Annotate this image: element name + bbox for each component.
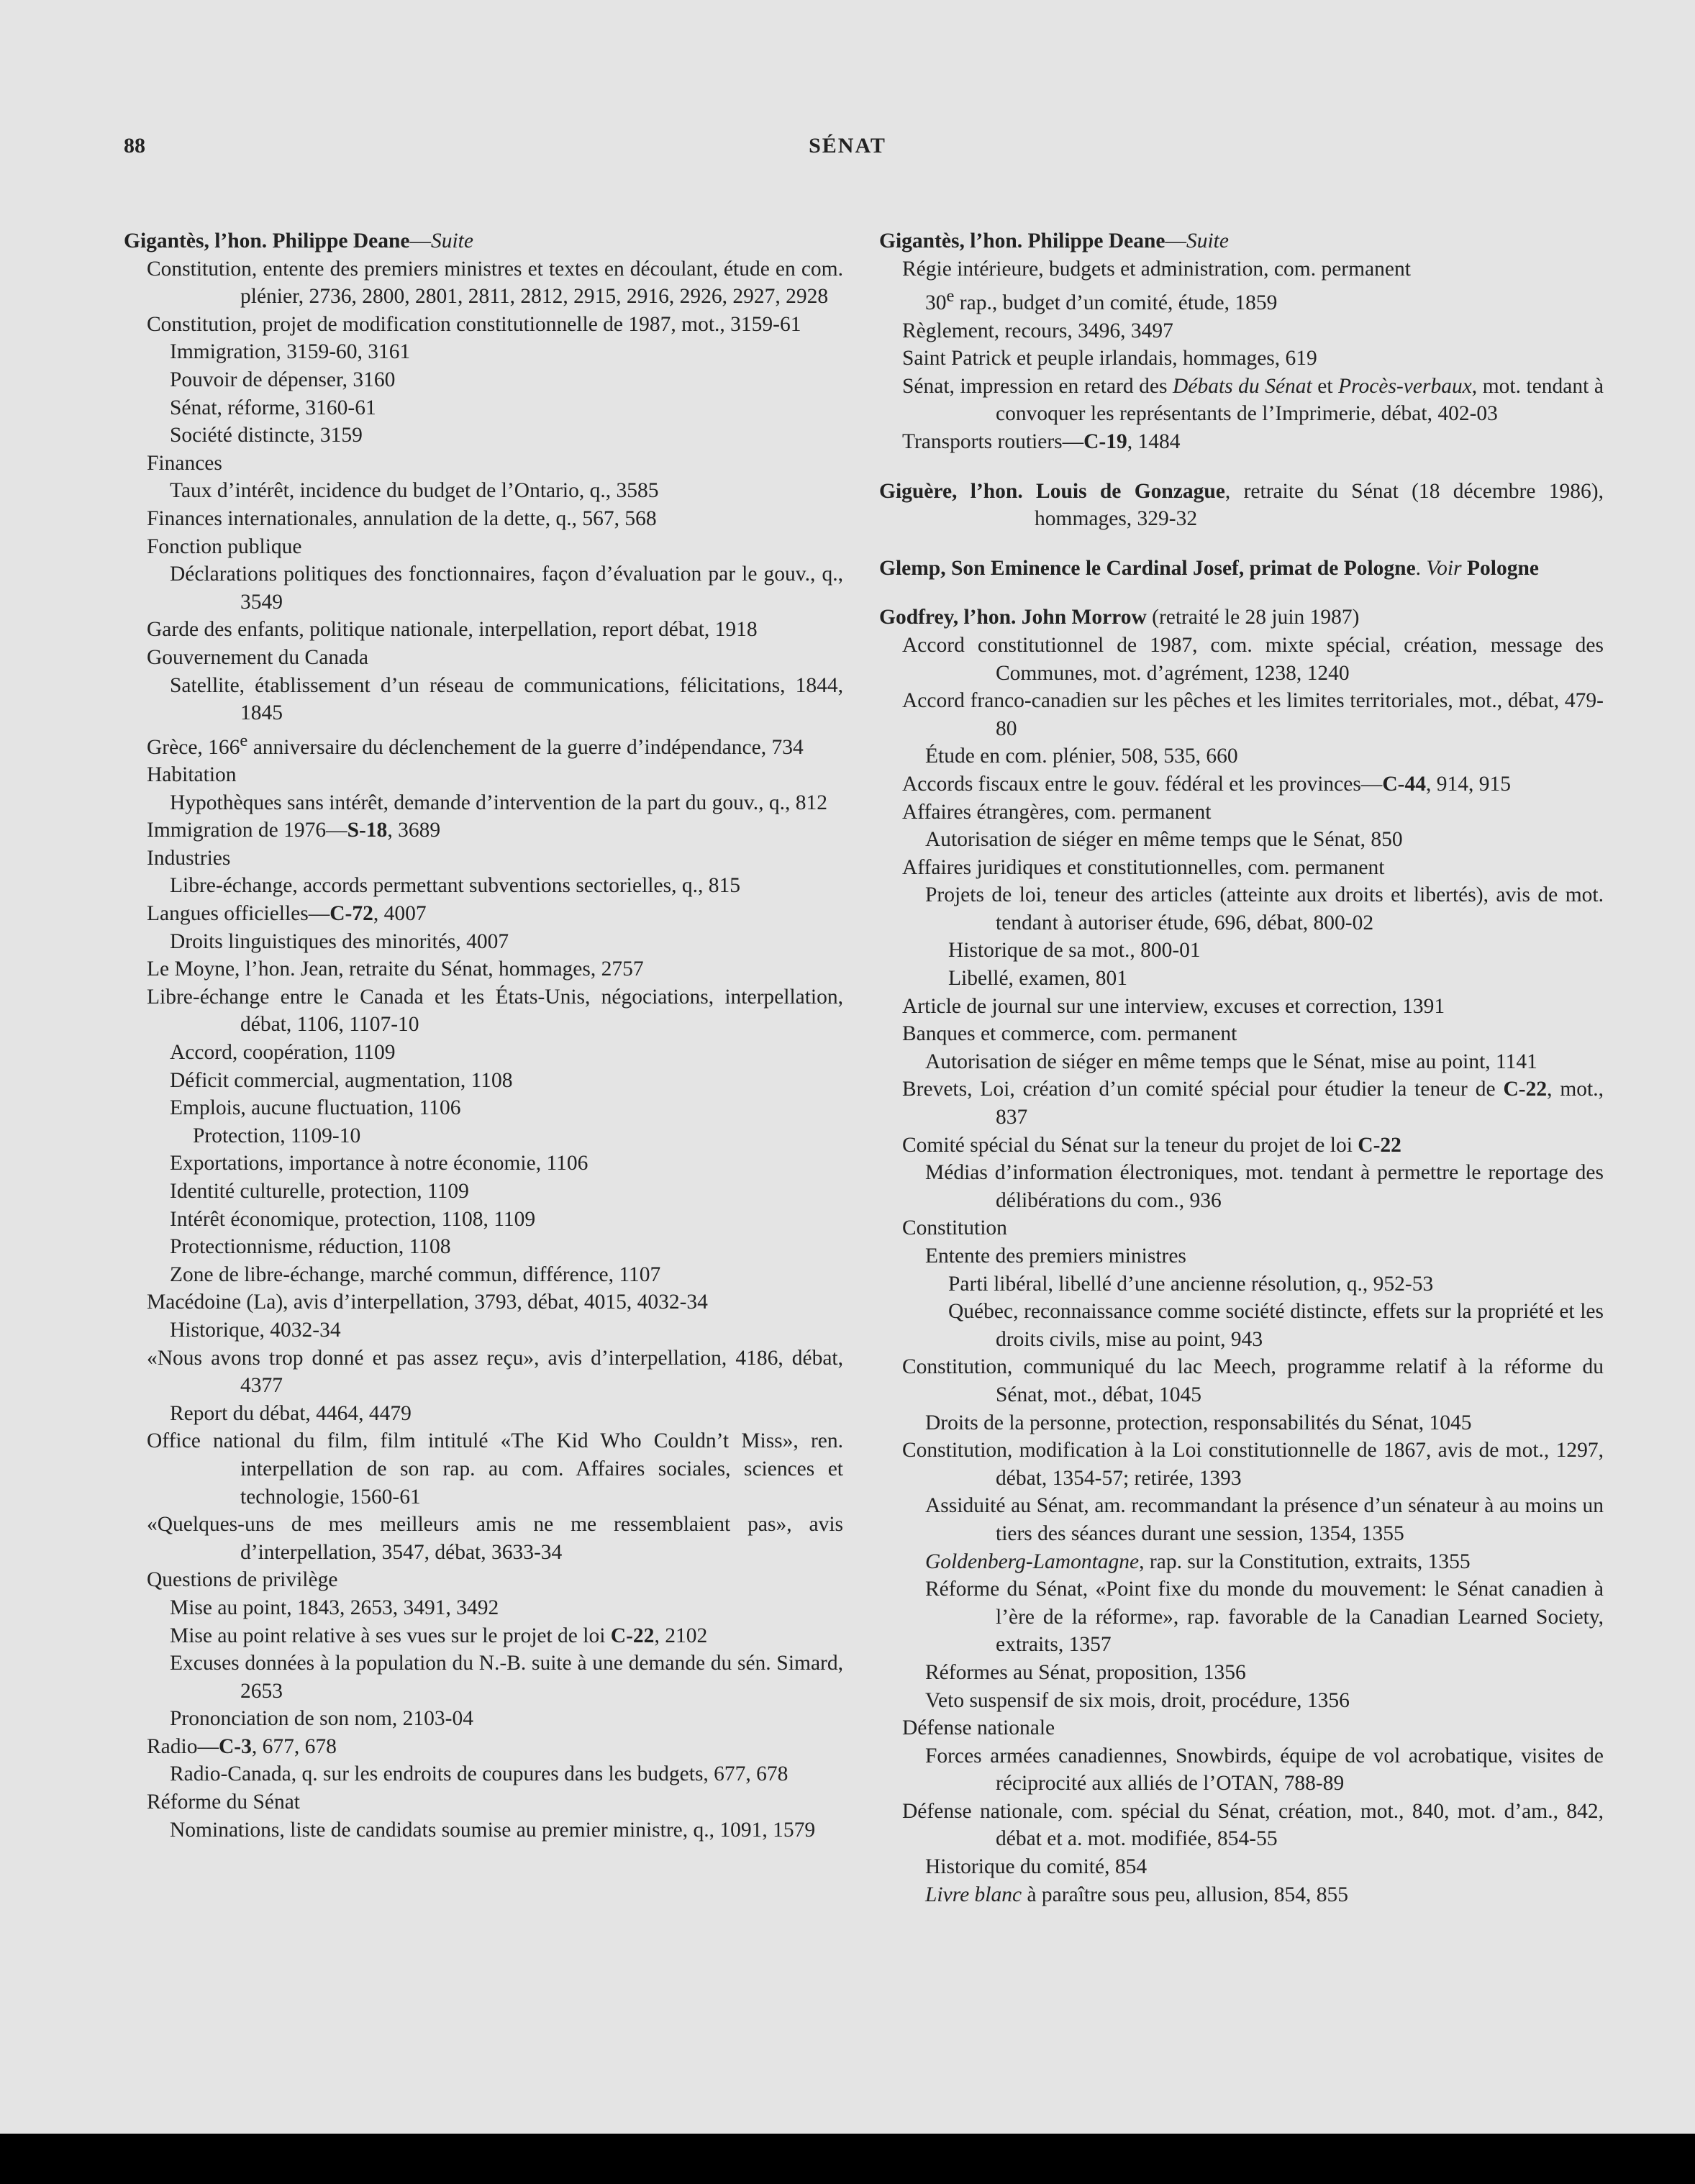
- index-entry: Sénat, impression en retard des Débats du Sénat et Procès-verbaux, mot. tendant à convoquer les représentants de l’Imprimerie, débat, 402-03: [902, 374, 1604, 426]
- index-entry: Excuses données à la population du N.-B. suite à une demande du sén. Simard, 2653: [170, 1652, 843, 1703]
- index-entry: Constitution: [902, 1216, 1007, 1240]
- index-entry: Comité spécial du Sénat sur la teneur du projet de loi C-22: [902, 1133, 1401, 1157]
- index-entry: Constitution, communiqué du lac Meech, programme relatif à la réforme du Sénat, mot., débat, 1045: [902, 1355, 1604, 1406]
- index-entry: Constitution, entente des premiers ministres et textes en découlant, étude en com. plénier, 2736, 2800, 2801, 2811, 2812, 2915, 2916, 2926, 2927, 2928: [147, 257, 843, 309]
- index-entry: Radio—C-3, 677, 678: [147, 1734, 337, 1758]
- index-entry: Historique de sa mot., 800-01: [948, 939, 1201, 963]
- index-entry: Pouvoir de dépenser, 3160: [170, 368, 396, 391]
- index-entry: Libre-échange, accords permettant subventions sectorielles, q., 815: [170, 874, 740, 898]
- index-entry: Déficit commercial, augmentation, 1108: [170, 1068, 513, 1092]
- index-entry: Emplois, aucune fluctuation, 1106: [170, 1096, 461, 1120]
- left-index-column: [124, 227, 843, 1844]
- index-entry: Questions de privilège: [147, 1568, 338, 1592]
- index-entry: Régie intérieure, budgets et administration, com. permanent: [902, 257, 1411, 281]
- index-entry: Zone de libre-échange, marché commun, différence, 1107: [170, 1262, 661, 1286]
- index-entry: Étude en com. plénier, 508, 535, 660: [925, 745, 1238, 768]
- index-entry: Radio-Canada, q. sur les endroits de coupures dans les budgets, 677, 678: [170, 1762, 789, 1786]
- index-entry: Droits de la personne, protection, responsabilités du Sénat, 1045: [925, 1411, 1472, 1434]
- index-entry: Finances: [147, 451, 222, 475]
- index-entry: «Nous avons trop donné et pas assez reçu», avis d’interpellation, 4186, débat, 4377: [147, 1346, 843, 1398]
- index-entry: Grèce, 166e anniversaire du déclenchement de la guerre d’indépendance, 734: [147, 730, 804, 759]
- index-entry: Brevets, Loi, création d’un comité spécial pour étudier la teneur de C-22, mot., 837: [902, 1078, 1604, 1129]
- index-entry: Constitution, projet de modification constitutionnelle de 1987, mot., 3159-61: [147, 312, 801, 336]
- index-entry: Accord constitutionnel de 1987, com. mixte spécial, création, message des Communes, mot. d’agrément, 1238, 1240: [902, 633, 1604, 685]
- index-entry: Constitution, modification à la Loi constitutionnelle de 1867, avis de mot., 1297, débat, 1354-57; retirée, 1393: [902, 1439, 1604, 1490]
- index-entry: Prononciation de son nom, 2103-04: [170, 1707, 473, 1731]
- index-entry: Hypothèques sans intérêt, demande d’intervention de la part du gouv., q., 812: [170, 791, 827, 814]
- index-entry: Transports routiers—C-19, 1484: [902, 429, 1181, 453]
- index-entry: Société distincte, 3159: [170, 424, 363, 447]
- index-entry: Règlement, recours, 3496, 3497: [902, 319, 1173, 342]
- index-entry: Historique du comité, 854: [925, 1855, 1148, 1879]
- index-entry: Affaires juridiques et constitutionnelles, com. permanent: [902, 855, 1385, 879]
- index-entry: Réforme du Sénat: [147, 1791, 300, 1814]
- index-entry: Report du débat, 4464, 4479: [170, 1401, 412, 1425]
- index-entry: Accord franco-canadien sur les pêches et les limites territoriales, mot., débat, 479-80: [902, 689, 1604, 740]
- index-entry: Libellé, examen, 801: [948, 967, 1128, 991]
- index-entry: Nominations, liste de candidats soumise au premier ministre, q., 1091, 1579: [170, 1818, 816, 1842]
- index-entry: Défense nationale: [902, 1716, 1055, 1740]
- index-entry: Réformes au Sénat, proposition, 1356: [925, 1660, 1246, 1684]
- index-entry: Assiduité au Sénat, am. recommandant la présence d’un sénateur à au moins un tiers des séances durant une session, 1354, 1355: [925, 1494, 1604, 1545]
- index-heading: Godfrey, l’hon. John Morrow (retraité le 28 juin 1987): [879, 606, 1360, 629]
- index-entry: Article de journal sur une interview, excuses et correction, 1391: [902, 994, 1445, 1018]
- index-entry: Réforme du Sénat, «Point fixe du monde du mouvement: le Sénat canadien à l’ère de la réforme», rap. favorable de la Canadian Learned Society, extraits, 1357: [925, 1578, 1604, 1657]
- index-entry: Entente des premiers ministres: [925, 1245, 1186, 1268]
- index-entry: Macédoine (La), avis d’interpellation, 3793, débat, 4015, 4032-34: [147, 1291, 708, 1314]
- index-entry: Affaires étrangères, com. permanent: [902, 800, 1212, 824]
- index-entry: Habitation: [147, 763, 237, 787]
- index-entry: Sénat, réforme, 3160-61: [170, 396, 376, 419]
- index-entry: Saint Patrick et peuple irlandais, hommages, 619: [902, 347, 1317, 370]
- index-heading: Glemp, Son Eminence le Cardinal Josef, primat de Pologne. Voir Pologne: [879, 556, 1539, 580]
- index-entry: Accords fiscaux entre le gouv. fédéral et les provinces—C-44, 914, 915: [902, 772, 1511, 796]
- index-entry: 30e rap., budget d’un comité, étude, 1859: [925, 286, 1278, 315]
- index-entry: Taux d’intérêt, incidence du budget de l’Ontario, q., 3585: [170, 479, 659, 503]
- scan-edge: [0, 2134, 1695, 2184]
- index-entry: Libre-échange entre le Canada et les États-Unis, négociations, interpellation, débat, 1106, 1107-10: [147, 985, 843, 1037]
- index-entry: Langues officielles—C-72, 4007: [147, 902, 427, 926]
- index-entry: Veto suspensif de six mois, droit, procédure, 1356: [925, 1688, 1350, 1712]
- index-entry: Intérêt économique, protection, 1108, 1109: [170, 1207, 536, 1231]
- index-entry: Québec, reconnaissance comme société distincte, effets sur la propriété et les droits civils, mise au point, 943: [948, 1300, 1604, 1351]
- index-heading: Giguère, l’hon. Louis de Gonzague, retraite du Sénat (18 décembre 1986), hommages, 329-32: [879, 479, 1604, 531]
- index-entry: Livre blanc à paraître sous peu, allusion, 854, 855: [925, 1883, 1348, 1906]
- index-entry: «Quelques-uns de mes meilleurs amis ne me ressemblaient pas», avis d’interpellation, 3547, débat, 3633-34: [147, 1513, 843, 1564]
- page-number: 88: [124, 134, 145, 158]
- index-entry: Identité culturelle, protection, 1109: [170, 1180, 469, 1204]
- right-index-column: [879, 227, 1604, 1908]
- index-entry: Fonction publique: [147, 534, 302, 558]
- index-entry: Parti libéral, libellé d’une ancienne résolution, q., 952-53: [948, 1272, 1434, 1296]
- index-entry: Mise au point relative à ses vues sur le projet de loi C-22, 2102: [170, 1624, 708, 1647]
- index-entry: Défense nationale, com. spécial du Sénat, création, mot., 840, mot. d’am., 842, débat et a. mot. modifiée, 854-55: [902, 1799, 1604, 1851]
- index-entry: Le Moyne, l’hon. Jean, retraite du Sénat, hommages, 2757: [147, 957, 644, 981]
- index-entry: Droits linguistiques des minorités, 4007: [170, 929, 509, 953]
- index-entry: Exportations, importance à notre économie, 1106: [170, 1152, 589, 1175]
- index-entry: Protectionnisme, réduction, 1108: [170, 1235, 451, 1259]
- index-entry: Déclarations politiques des fonctionnaires, façon d’évaluation par le gouv., q., 3549: [170, 563, 843, 614]
- index-entry: Gouvernement du Canada: [147, 645, 369, 669]
- index-entry: Historique, 4032-34: [170, 1318, 341, 1342]
- index-entry: Autorisation de siéger en même temps que le Sénat, mise au point, 1141: [925, 1050, 1537, 1073]
- index-entry: Garde des enfants, politique nationale, interpellation, report débat, 1918: [147, 618, 758, 642]
- index-entry: Protection, 1109-10: [193, 1124, 361, 1147]
- index-entry: Médias d’information électroniques, mot. tendant à permettre le reportage des délibérations du com., 936: [925, 1161, 1604, 1212]
- running-head: SÉNAT: [809, 134, 886, 158]
- index-entry: Accord, coopération, 1109: [170, 1041, 396, 1065]
- index-entry: Industries: [147, 846, 231, 870]
- index-entry: Forces armées canadiennes, Snowbirds, équipe de vol acrobatique, visites de réciprocité aux alliés de l’OTAN, 788-89: [925, 1744, 1604, 1796]
- index-entry: Projets de loi, teneur des articles (atteinte aux droits et libertés), avis de mot. tendant à autoriser étude, 696, débat, 800-02: [925, 883, 1604, 934]
- index-entry: Finances internationales, annulation de la dette, q., 567, 568: [147, 506, 657, 530]
- index-heading: Gigantès, l’hon. Philippe Deane—Suite: [124, 229, 473, 252]
- index-entry: Office national du film, film intitulé «The Kid Who Couldn’t Miss», ren. interpellation de son rap. au com. Affaires sociales, sciences et technologie, 1560-61: [147, 1429, 843, 1509]
- index-entry: Banques et commerce, com. permanent: [902, 1022, 1237, 1046]
- index-entry: Goldenberg-Lamontagne, rap. sur la Constitution, extraits, 1355: [925, 1550, 1471, 1573]
- index-entry: Satellite, établissement d’un réseau de communications, félicitations, 1844, 1845: [170, 673, 843, 725]
- index-entry: Autorisation de siéger en même temps que le Sénat, 850: [925, 828, 1403, 852]
- index-heading: Gigantès, l’hon. Philippe Deane—Suite: [879, 229, 1229, 252]
- index-entry: Immigration, 3159-60, 3161: [170, 340, 411, 364]
- index-entry: Mise au point, 1843, 2653, 3491, 3492: [170, 1596, 499, 1619]
- index-entry: Immigration de 1976—S-18, 3689: [147, 819, 441, 842]
